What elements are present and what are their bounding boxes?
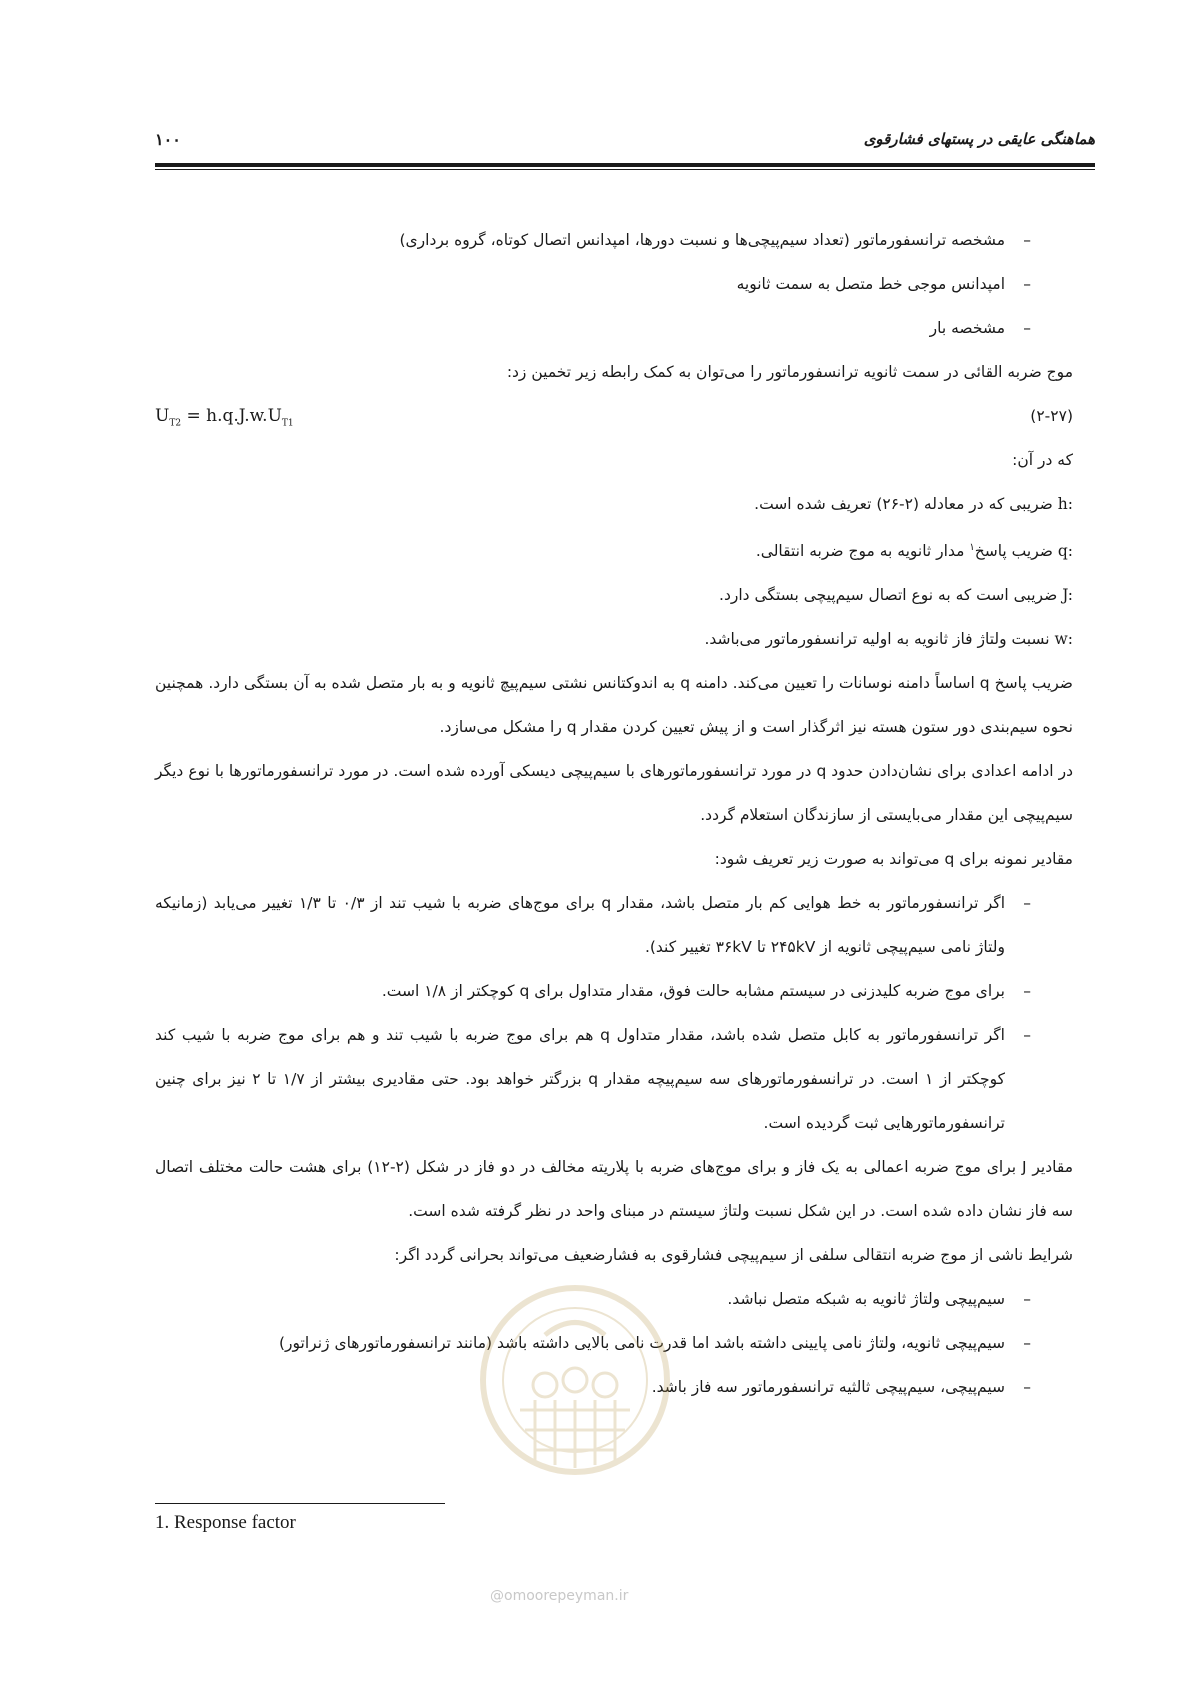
publisher-seal-watermark xyxy=(475,1280,675,1480)
equation: $U_{T2} = h.q.J.w.U_{T1}$ xyxy=(155,406,294,429)
dash-bullet: – xyxy=(1023,319,1031,337)
where-label: که در آن: xyxy=(1012,451,1073,469)
definition-h: h: ضریبی که در معادله (۲-۲۶) تعریف شده است. xyxy=(754,495,1073,513)
definition-j: J: ضریبی است که به نوع اتصال سیم‌پیچی بستگی دارد. xyxy=(719,586,1073,605)
header-rule-thick xyxy=(155,163,1095,167)
list-item: – سیم‌پیچی ولتاژ ثانویه به شبکه متصل نباشد. xyxy=(155,1277,1073,1321)
dash-bullet: – xyxy=(1023,1290,1031,1309)
footnote: 1. Response factor xyxy=(155,1512,296,1533)
intro-paragraph: موج ضربه القائی در سمت ثانویه ترانسفورماتور را می‌توان به کمک رابطه زیر تخمین زد: xyxy=(506,363,1073,381)
list-item: – اگر ترانسفورماتور به خط هوایی کم بار متصل باشد، مقدار q برای موج‌های ضربه با شیب تند از ۰/۳ تا ۱/۳ تغییر می‌یابد (زمانیکه ولتاژ نامی سیم‌پیچی ثانویه از ۲۴۵kV تا ۳۶kV تغییر کند). xyxy=(155,881,1073,969)
dash-bullet: – xyxy=(1023,894,1031,913)
running-title: هماهنگی عایقی در پستهای فشارقوی xyxy=(863,130,1095,148)
paragraph-j-values: مقادیر J برای موج ضربه اعمالی به یک فاز و برای موج‌های ضربه با پلاریته مخالف در دو فاز در شکل (۲-۱۲) برای هشت حالت مختلف اتصال سه فاز نشان داده شده است. در این شکل نسبت ولتاژ سیستم در مبنای واحد در نظر گرفته شده است. xyxy=(155,1158,1074,1221)
equation-line xyxy=(155,394,1073,438)
definition-q: q: ضریب پاسخ$^۱$ مدار ثانویه به موج ضربه انتقالی. xyxy=(755,542,1073,561)
definition-w: w: نسبت ولتاژ فاز ثانویه به اولیه ترانسفورماتور می‌باشد. xyxy=(704,630,1073,649)
list-item: – اگر ترانسفورماتور به کابل متصل شده باشد، مقدار متداول q هم برای موج ضربه با شیب تند و هم برای موج ضربه با شیب کند کوچکتر از ۱ است. در ترانسفورماتورهای سه سیم‌پیچه مقدار q بزرگتر خواهد بود. حتی مقادیری بیشتر از ۱/۷ تا ۲ نیز برای چنین ترانسفورماتورهایی ثبت گردیده است. xyxy=(155,1013,1073,1145)
list-item: – مشخصه ترانسفورماتور (تعداد سیم‌پیچی‌ها و نسبت دورها، امپدانس اتصال کوتاه، گروه برداری) xyxy=(155,218,1073,262)
list-item: – برای موج ضربه کلیدزنی در سیستم مشابه حالت فوق، مقدار متداول برای q کوچکتر از ۱/۸ است. xyxy=(155,969,1073,1013)
paragraph-q-response: ضریب پاسخ q اساساً دامنه نوسانات را تعیین می‌کند. دامنه q به اندوکتانس نشتی سیم‌پیچ ثانویه و به بار متصل شده به آن بستگی دارد. همچنین نحوه سیم‌بندی دور ستون هسته نیز اثرگذار است و از پیش تعیین کردن مقدار q را مشکل می‌سازد. xyxy=(155,674,1073,737)
watermark-text: @omoorepeyman.ir xyxy=(490,1588,629,1604)
q-values-list xyxy=(155,881,1073,1145)
paragraph-q-typical: مقادیر نمونه برای q می‌تواند به صورت زیر تعریف شود: xyxy=(714,850,1073,869)
dash-bullet: – xyxy=(1023,275,1031,293)
dash-bullet: – xyxy=(1023,1378,1031,1397)
paragraph-q-range: در ادامه اعدادی برای نشان‌دادن حدود q در مورد ترانسفورماتورهای با سیم‌پیچی دیسکی آورده شده است. در مورد ترانسفورماتورها با نوع دیگر سیم‌پیچی این مقدار می‌بایستی از سازندگان استعلام گردد. xyxy=(155,762,1073,825)
dash-bullet: – xyxy=(1023,1334,1031,1353)
footnote-marker: ۱ xyxy=(969,542,975,553)
dash-bullet: – xyxy=(1023,1026,1031,1045)
list-item: – سیم‌پیچی، سیم‌پیچی ثالثیه ترانسفورماتور سه فاز باشد. xyxy=(155,1365,1073,1409)
header-rule-thin xyxy=(155,169,1095,170)
paragraph-critical-conditions: شرایط ناشی از موج ضربه انتقالی سلفی از سیم‌پیچی فشارقوی به فشارضعیف می‌تواند بحرانی گردد اگر: xyxy=(394,1246,1073,1265)
dash-bullet: – xyxy=(1023,231,1031,249)
footnote-rule xyxy=(155,1503,445,1504)
body-text xyxy=(155,218,1073,1409)
page-header xyxy=(155,130,1095,156)
list-item: – امپدانس موجی خط متصل به سمت ثانویه xyxy=(155,262,1073,306)
transformer-spec-list xyxy=(155,218,1073,350)
list-item: – مشخصه بار xyxy=(155,306,1073,350)
page-number: ۱۰۰ xyxy=(155,130,181,149)
equation-number: (۲-۲۷) xyxy=(1030,407,1073,425)
dash-bullet: – xyxy=(1023,982,1031,1001)
list-item: – سیم‌پیچی ثانویه، ولتاژ نامی پایینی داشته باشد اما قدرت نامی بالایی داشته باشد (مانند ترانسفورماتورهای ژنراتور) xyxy=(155,1321,1073,1365)
